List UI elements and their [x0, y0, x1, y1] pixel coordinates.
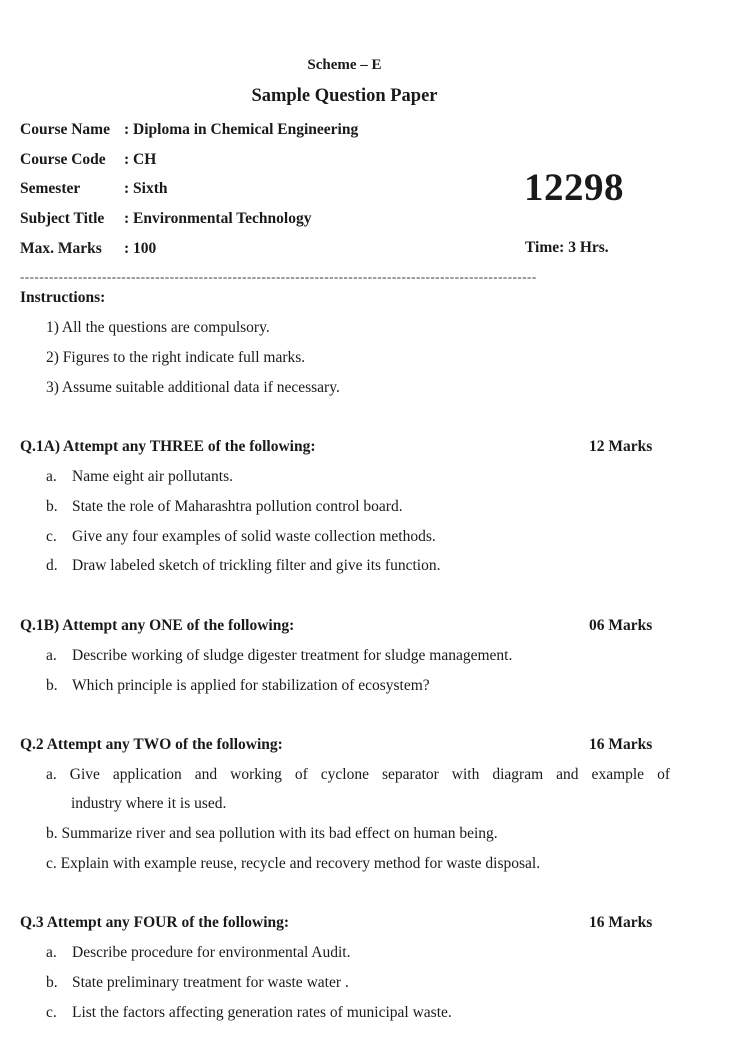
item-letter: c.: [46, 528, 57, 545]
question-heading-q1a: Q.1A) Attempt any THREE of the following:: [20, 438, 316, 455]
paper-title: Sample Question Paper: [251, 86, 438, 106]
item-letter: a.: [46, 647, 57, 664]
question-item: b. Summarize river and sea pollution with its bad effect on human being.: [46, 825, 498, 842]
item-text: Give any four examples of solid waste collection methods.: [72, 528, 436, 545]
semester-label: Semester: [20, 180, 81, 197]
instruction-item: 1) All the questions are compulsory.: [46, 319, 270, 336]
course-code-label: Course Code: [20, 151, 106, 168]
course-code-value: : CH: [124, 151, 157, 168]
item-letter: b.: [46, 498, 58, 515]
item-text: List the factors affecting generation rates of municipal waste.: [72, 1004, 452, 1021]
question-heading-q3: Q.3 Attempt any FOUR of the following:: [20, 914, 290, 931]
paper-code: 12298: [524, 166, 624, 209]
question-item: [46, 974, 349, 992]
question-marks-q1a: 12 Marks: [589, 438, 653, 455]
course-name-label: Course Name: [20, 121, 110, 138]
semester-value: : Sixth: [124, 180, 168, 197]
question-heading-q2: Q.2 Attempt any TWO of the following:: [20, 736, 283, 753]
subject-title-label: Subject Title: [20, 210, 105, 227]
divider-line: -----------------------------------------------------------------------------------------------------------: [20, 269, 537, 284]
subject-title-value: : Environmental Technology: [124, 210, 312, 227]
item-text: State preliminary treatment for waste water .: [72, 974, 349, 991]
question-marks-q1b: 06 Marks: [589, 617, 653, 634]
instruction-item: 2) Figures to the right indicate full marks.: [46, 349, 306, 366]
item-letter: d.: [46, 557, 58, 574]
question-item: [46, 528, 436, 546]
item-text: Which principle is applied for stabilization of ecosystem?: [72, 677, 430, 694]
item-letter: c.: [46, 1004, 57, 1021]
item-letter: b.: [46, 677, 58, 694]
max-marks-value: : 100: [124, 240, 157, 257]
question-item: a. Give application and working of cyclone separator with diagram and example of: [46, 766, 670, 783]
item-letter: a.: [46, 468, 57, 485]
item-text: Draw labeled sketch of trickling filter and give its function.: [72, 557, 441, 574]
question-heading-q1b: Q.1B) Attempt any ONE of the following:: [20, 617, 295, 634]
course-name-value: : Diploma in Chemical Engineering: [124, 121, 359, 138]
question-item: [46, 498, 403, 516]
question-item: c. Explain with example reuse, recycle and recovery method for waste disposal.: [46, 855, 541, 872]
item-letter: a.: [46, 944, 57, 961]
item-text: Describe procedure for environmental Audit.: [72, 944, 351, 961]
item-letter: b.: [46, 974, 58, 991]
question-marks-q2: 16 Marks: [589, 736, 653, 753]
item-text: Describe working of sludge digester treatment for sludge management.: [72, 647, 513, 664]
item-text: State the role of Maharashtra pollution control board.: [72, 498, 403, 515]
question-item: [46, 468, 233, 486]
question-item: [46, 677, 430, 695]
question-item: [46, 647, 512, 665]
exam-time: Time: 3 Hrs.: [525, 239, 609, 256]
max-marks-label: Max. Marks: [20, 240, 102, 257]
scheme-label: Scheme – E: [307, 57, 382, 73]
question-item: [46, 557, 440, 575]
question-item: [46, 1004, 452, 1022]
question-item: [46, 944, 350, 962]
question-item-continuation: industry where it is used.: [71, 795, 227, 812]
instructions-heading: Instructions:: [20, 289, 106, 306]
question-marks-q3: 16 Marks: [589, 914, 653, 931]
instruction-item: 3) Assume suitable additional data if necessary.: [46, 379, 340, 396]
item-text: Name eight air pollutants.: [72, 468, 233, 485]
